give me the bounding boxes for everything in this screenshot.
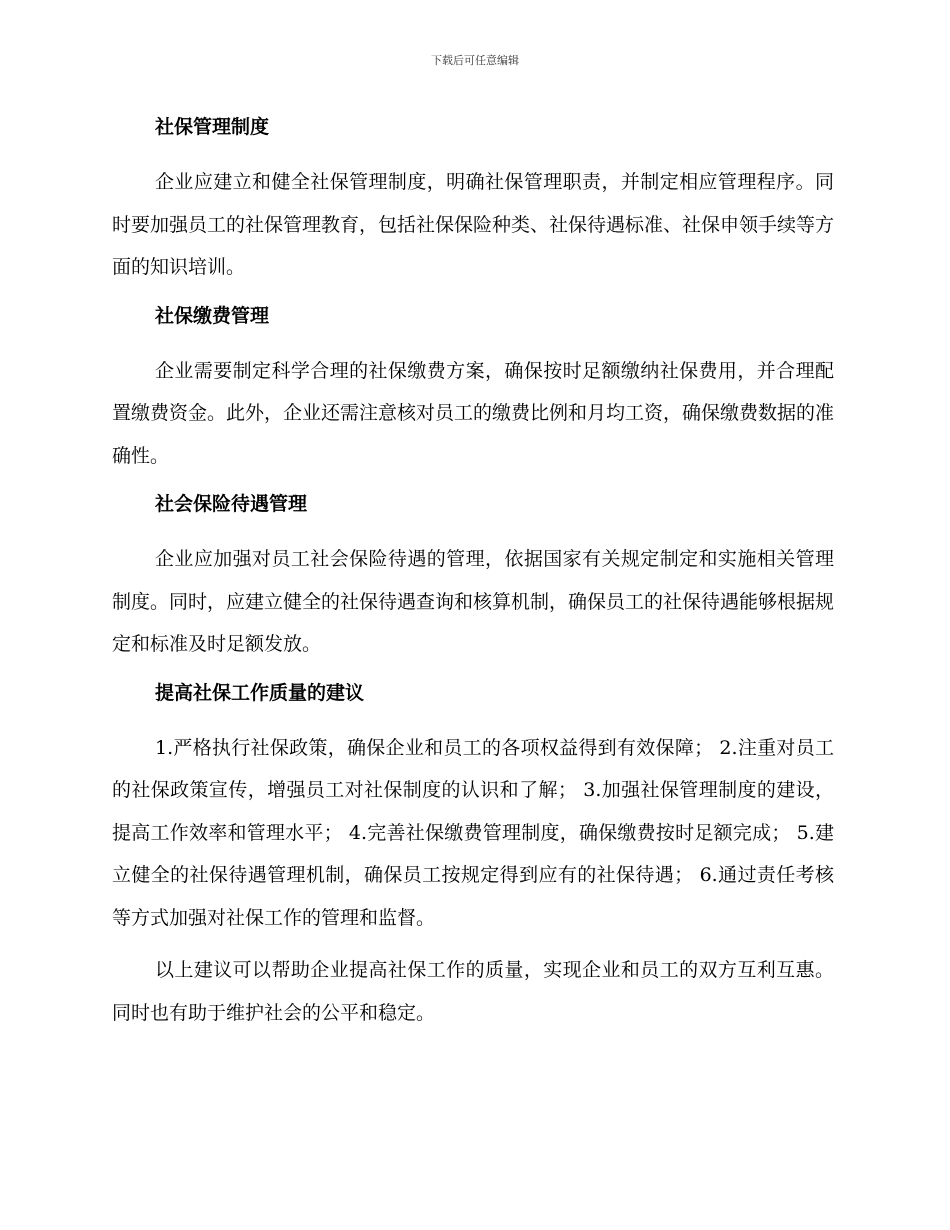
page-header: 下载后可任意编辑 xyxy=(431,54,519,67)
section-heading-quality-suggestions: 提高社保工作质量的建议 xyxy=(155,681,365,704)
section-paragraph-social-security-management-system: 企业应建立和健全社保管理制度，明确社保管理职责，并制定相应管理程序。同时要加强员工的社保管理教育，包括社保保险种类、社保待遇标准、社保申领手续等方面的知识培训。 xyxy=(112,171,835,278)
section-paragraph-contribution-management: 企业需要制定科学合理的社保缴费方案，确保按时足额缴纳社保费用，并合理配置缴费资金。此外，企业还需注意核对员工的缴费比例和月均工资，确保缴费数据的准确性。 xyxy=(112,359,835,467)
section-heading-contribution-management: 社保缴费管理 xyxy=(155,304,270,327)
section-heading-social-security-management-system: 社保管理制度 xyxy=(155,116,270,138)
section-paragraph-benefits-management: 企业应加强对员工社会保险待遇的管理，依据国家有关规定制定和实施相关管理制度。同时，应建立健全的社保待遇查询和核算机制，确保员工的社保待遇能够根据规定和标准及时足额发放。 xyxy=(112,548,835,655)
section-heading-benefits-management: 社会保险待遇管理 xyxy=(155,493,308,515)
document-body xyxy=(112,110,834,1044)
section-paragraph-quality-suggestions: 1.严格执行社保政策，确保企业和员工的各项权益得到有效保障； 2.注重对员工的社保政策宣传，增强员工对社保制度的认识和了解； 3.加强社保管理制度的建设，提高工作效率和管理水平； 4.完善社保缴费管理制度，确保缴费按时足额完成； 5.建立健全的社保待遇管理机制，确保员工按规定得到应有的社保待遇； 6.通过责任考核等方式加强对社保工作的管理和监督。 xyxy=(112,736,834,929)
conclusion-paragraph: 以上建议可以帮助企业提高社保工作的质量，实现企业和员工的双方互利互惠。同时也有助于维护社会的公平和稳定。 xyxy=(112,959,834,1024)
